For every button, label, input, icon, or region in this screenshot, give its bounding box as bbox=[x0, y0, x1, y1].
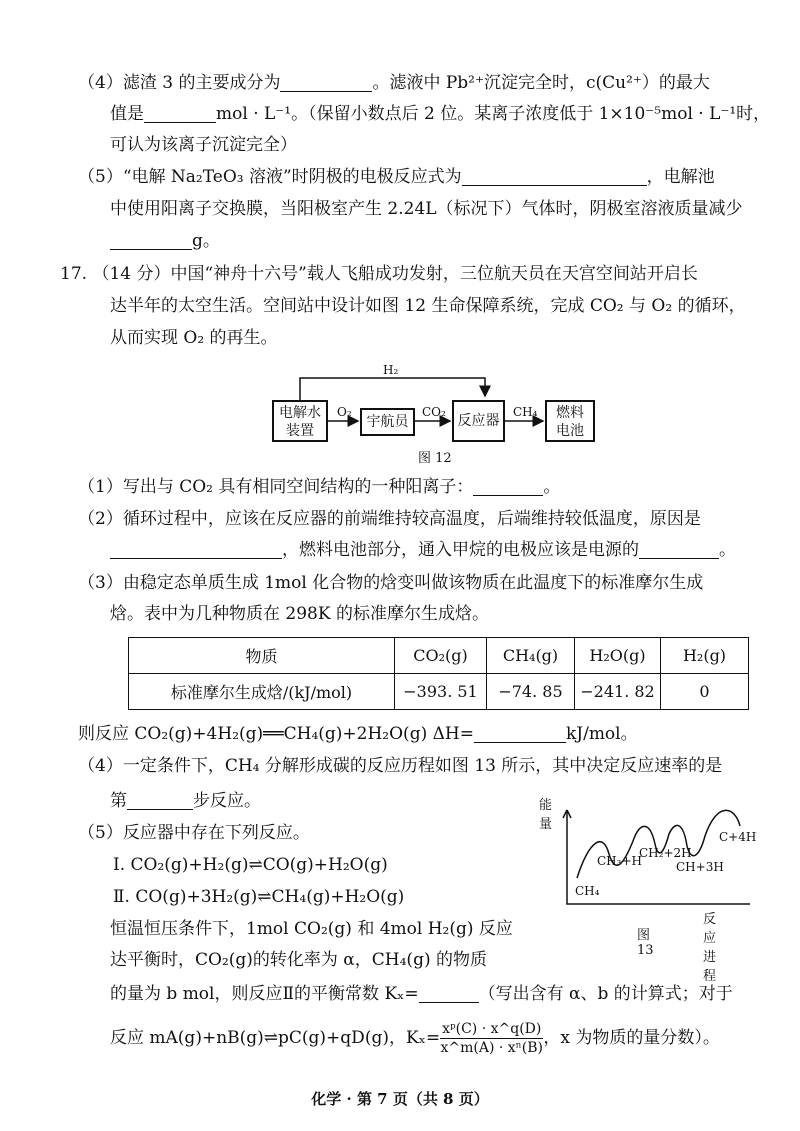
enthalpy-table bbox=[128, 637, 749, 710]
answer-blank[interactable] bbox=[127, 791, 193, 810]
reaction-1: Ⅰ. CO₂(g)+H₂(g)⇌CO(g)+H₂O(g) bbox=[113, 855, 388, 875]
o2-label: O₂ bbox=[337, 405, 352, 419]
q17-intro-line2: 达半年的太空生活。空间站中设计如图 12 生命保障系统，完成 CO₂ 与 O₂ 的循环， bbox=[110, 296, 746, 316]
x-axis-label: 反应进程 bbox=[703, 912, 717, 984]
q17-part2-line2: ，燃料电池部分，通入甲烷的电极应该是电源的 。 bbox=[110, 537, 736, 563]
figure-13-caption: 图 13 bbox=[637, 928, 654, 958]
c-point-label: C+4H bbox=[719, 830, 757, 844]
fraction-numerator: xᵖ(C) · x^q(D) bbox=[442, 1021, 542, 1037]
table-cell: −393. 51 bbox=[395, 674, 487, 710]
table-cell: −74. 85 bbox=[487, 674, 575, 710]
table-header: CO₂(g) bbox=[395, 638, 487, 674]
fuel-cell-box: 燃料 电池 bbox=[545, 400, 595, 442]
q17-intro-line3: 从而实现 O₂ 的再生。 bbox=[110, 328, 278, 348]
answer-blank[interactable] bbox=[110, 540, 282, 559]
reaction-2: Ⅱ. CO(g)+3H₂(g)⇌CH₄(g)+H₂O(g) bbox=[113, 887, 405, 907]
reactor-box: 反应器 bbox=[452, 400, 505, 442]
ch3-point-label: CH₃+H bbox=[597, 854, 642, 868]
ch4-label: CH₄ bbox=[513, 405, 538, 419]
ch2-point-label: CH₂+2H bbox=[639, 846, 692, 860]
q16-part4-line3: 可认为该离子沉淀完全） bbox=[110, 135, 297, 155]
q16-part5-line3: g。 bbox=[110, 228, 220, 254]
astronaut-box: 宇航员 bbox=[360, 408, 415, 436]
electrolysis-box: 电解水 装置 bbox=[272, 400, 328, 442]
q17-part5-line3: 达平衡时，CO₂(g)的转化率为 α，CH₄(g) 的物质 bbox=[110, 950, 487, 970]
figure-12-caption: 图 12 bbox=[418, 451, 452, 466]
answer-blank[interactable] bbox=[639, 540, 719, 559]
table-row-label: 标准摩尔生成焓/(kJ/mol) bbox=[129, 674, 395, 710]
q17-part1: （1）写出与 CO₂ 具有相同空间结构的一种阳离子： 。 bbox=[78, 477, 561, 497]
answer-blank[interactable] bbox=[419, 984, 479, 1003]
q17-part3-line2: 焓。表中为几种物质在 298K 的标准摩尔生成焓。 bbox=[110, 604, 489, 624]
q17-part5-line2: 恒温恒压条件下，1mol CO₂(g) 和 4mol H₂(g) 反应 bbox=[110, 919, 513, 939]
q17-part4-line1: （4）一定条件下，CH₄ 分解形成碳的反应历程如图 13 所示，其中决定反应速率的是 bbox=[78, 756, 723, 776]
h2-arrow bbox=[300, 378, 485, 400]
y-axis-label: 能量 bbox=[539, 798, 553, 832]
table-header: 物质 bbox=[129, 638, 395, 674]
table-header: H₂O(g) bbox=[575, 638, 661, 674]
ch-point-label: CH+3H bbox=[676, 860, 724, 874]
q17-part2-line1: （2）循环过程中，应该在反应器的前端维持较高温度，后端维持较低温度，原因是 bbox=[78, 509, 701, 529]
table-header: CH₄(g) bbox=[487, 638, 575, 674]
q17-part3-line1: （3）由稳定态单质生成 1mol 化合物的焓变叫做该物质在此温度下的标准摩尔生成 bbox=[78, 573, 704, 593]
page-footer: 化学 · 第 7 页（共 8 页） bbox=[311, 1090, 489, 1108]
table-header: H₂(g) bbox=[661, 638, 749, 674]
ch4-point-label: CH₄ bbox=[575, 884, 600, 898]
answer-blank[interactable] bbox=[474, 724, 566, 743]
table-header-row bbox=[129, 638, 749, 674]
table-cell: 0 bbox=[661, 674, 749, 710]
q16-part4-line2: 值是 mol · L⁻¹。（保留小数点后 2 位。某离子浓度低于 1×10⁻⁵mol · L⁻¹时， bbox=[110, 104, 771, 124]
answer-blank[interactable] bbox=[473, 477, 543, 496]
table-cell: −241. 82 bbox=[575, 674, 661, 710]
q17-part5-line4: 的量为 b mol，则反应Ⅱ的平衡常数 Kₓ= （写出含有 α、b 的计算式；对于 bbox=[110, 984, 733, 1004]
table-row bbox=[129, 674, 749, 710]
energy-diagram bbox=[545, 796, 775, 936]
q17-part4-line2: 第 步反应。 bbox=[110, 791, 261, 811]
h2-label: H₂ bbox=[383, 363, 399, 377]
q16-part5-line2: 中使用阳离子交换膜，当阳极室产生 2.24L（标况下）气体时，阴极室溶液质量减少 bbox=[110, 199, 743, 219]
co2-label: CO₂ bbox=[422, 405, 446, 419]
fraction-denominator: x^m(A) · xⁿ(B) bbox=[440, 1040, 543, 1056]
q16-part4-line1: （4）滤渣 3 的主要成分为 。滤液中 Pb²⁺沉淀完全时，c(Cu²⁺）的最大 bbox=[78, 73, 710, 93]
q17-intro-line1: 17. （14 分）中国“神舟十六号”载人飞船成功发射，三位航天员在天宫空间站开启长 bbox=[60, 264, 698, 284]
q16-part5-line1: （5）“电解 Na₂TeO₃ 溶液”时阴极的电极反应式为 ，电解池 bbox=[78, 167, 715, 187]
q17-part3-line3: 则反应 CO₂(g)+4H₂(g)══CH₄(g)+2H₂O(g) ΔH= kJ/mol。 bbox=[78, 724, 638, 744]
q17-part5-line5: 反应 mA(g)+nB(g)⇌pC(g)+qD(g)，Kₓ= $\frac{\text{xᵖ(C) · x\textasciicircum{}q(D)}}{\text{x\textasciicircum{}m(A) · xⁿ(B)}}$ ，x 为物质的量分数）。 bbox=[110, 1021, 720, 1056]
q17-part5-line1: （5）反应器中存在下列反应。 bbox=[78, 823, 310, 843]
kx-fraction bbox=[440, 1020, 543, 1057]
